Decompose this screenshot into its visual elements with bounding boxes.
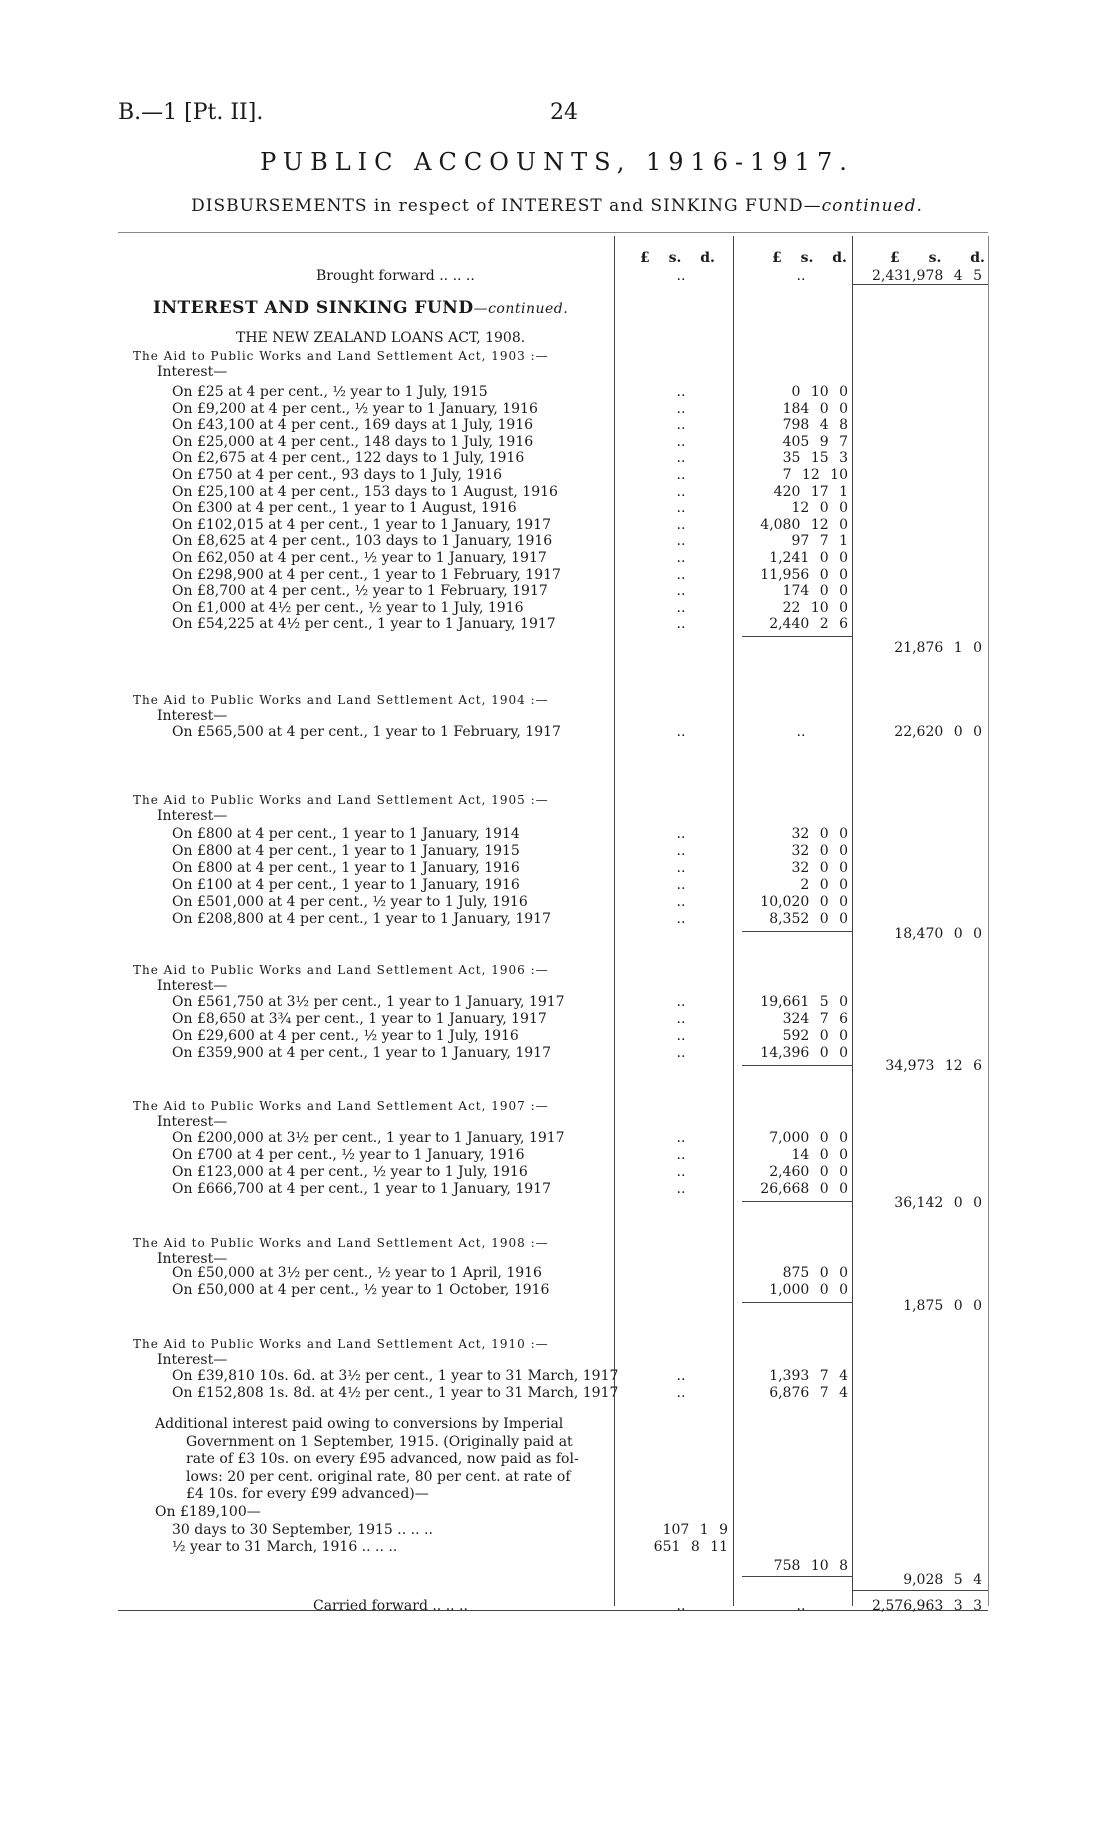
ledger-row-c2: 2 0 0 — [800, 877, 848, 893]
ledger-row-text: On £102,015 at 4 per cent., 1 year to 1 January, 1917 — [172, 517, 551, 533]
ledger-row-text: On £9,200 at 4 per cent., ½ year to 1 January, 1916 — [172, 401, 538, 417]
section-heading — [153, 300, 568, 318]
ledger-row-c2: 1,241 0 0 — [769, 550, 848, 566]
additional-row-c1: 107 1 9 — [662, 1522, 728, 1538]
ledger-row-c1: .. — [676, 1368, 686, 1384]
ledger-row-text: On £8,700 at 4 per cent., ½ year to 1 February, 1917 — [172, 583, 548, 599]
ledger-row-c1: .. — [676, 550, 686, 566]
ledger-row-c1: .. — [676, 384, 686, 400]
ledger-row-text: On £800 at 4 per cent., 1 year to 1 January, 1914 — [172, 826, 520, 842]
ledger-row-c2: 2,440 2 6 — [769, 616, 848, 632]
ledger-row-text: On £208,800 at 4 per cent., 1 year to 1 January, 1917 — [172, 911, 551, 927]
ledger-row-text: On £39,810 10s. 6d. at 3½ per cent., 1 year to 31 March, 1917 — [172, 1368, 619, 1384]
additional-note-line: Government on 1 September, 1915. (Originally paid at — [186, 1433, 573, 1450]
ledger-row-c2: 875 0 0 — [782, 1265, 848, 1281]
ledger-row-c1: .. — [676, 1385, 686, 1401]
ledger-row-text: On £666,700 at 4 per cent., 1 year to 1 January, 1917 — [172, 1181, 551, 1197]
ledger-row-c1: .. — [676, 894, 686, 910]
ledger-row-text: On £54,225 at 4½ per cent., 1 year to 1 January, 1917 — [172, 616, 556, 632]
group-title: The Aid to Public Works and Land Settlement Act, 1903 :— — [133, 349, 549, 363]
group-title: The Aid to Public Works and Land Settlement Act, 1904 :— — [133, 693, 549, 707]
ledger-row-c1: .. — [676, 1164, 686, 1180]
group-total: 36,142 0 0 — [894, 1195, 982, 1211]
group-interest-label: Interest— — [157, 364, 228, 380]
col-header-3: £ s. d. — [890, 250, 985, 266]
section-heading-text: INTEREST AND SINKING FUND — [153, 298, 474, 318]
ledger-row-c2: 1,000 0 0 — [769, 1282, 848, 1298]
ledger-row-c2: 184 0 0 — [782, 401, 848, 417]
ledger-row-c2: 174 0 0 — [782, 583, 848, 599]
additional-row-c1: 651 8 11 — [653, 1539, 728, 1555]
ledger-row-c1: .. — [676, 724, 686, 740]
ledger-row-text: On £29,600 at 4 per cent., ½ year to 1 July, 1916 — [172, 1028, 519, 1044]
group-interest-label: Interest— — [157, 1114, 228, 1130]
ledger-row-text: On £25,000 at 4 per cent., 148 days to 1 July, 1916 — [172, 434, 534, 450]
brought-forward-rule — [852, 284, 988, 285]
ledger-row-c2: 420 17 1 — [773, 484, 848, 500]
ledger-row-c1: .. — [676, 1181, 686, 1197]
ledger-row-c2: 12 0 0 — [791, 500, 848, 516]
ledger-row-c2: 14 0 0 — [791, 1147, 848, 1163]
group-title: The Aid to Public Works and Land Settlement Act, 1905 :— — [133, 793, 549, 807]
additional-row-text: ½ year to 31 March, 1916 .. .. .. — [172, 1539, 398, 1555]
col-header-2: £ s. d. — [772, 250, 847, 266]
brought-forward-c2: .. — [796, 268, 806, 284]
ledger-row-c1: .. — [676, 826, 686, 842]
additional-note-line: £4 10s. for every £99 advanced)— — [186, 1486, 429, 1502]
additional-c2-total: 758 10 8 — [773, 1558, 848, 1574]
ledger-row-c1: .. — [676, 1130, 686, 1146]
ledger-row-c1: .. — [676, 877, 686, 893]
ledger-row-text: On £298,900 at 4 per cent., 1 year to 1 February, 1917 — [172, 567, 561, 583]
carried-forward-c2: .. — [796, 1598, 806, 1614]
additional-note-line: rate of £3 10s. on every £95 advanced, now paid as fol- — [186, 1451, 579, 1467]
ledger-row-c1: .. — [676, 1147, 686, 1163]
ledger-row-c2: 22 10 0 — [782, 600, 848, 616]
ledger-row-text: On £50,000 at 3½ per cent., ½ year to 1 April, 1916 — [172, 1265, 542, 1281]
ledger-row-c2: 14,396 0 0 — [760, 1045, 848, 1061]
group-title: The Aid to Public Works and Land Settlement Act, 1907 :— — [133, 1099, 549, 1113]
ledger-row-c2: 97 7 1 — [791, 533, 848, 549]
document-reference: B.—1 [Pt. II]. — [118, 100, 264, 125]
ledger-row-text: On £800 at 4 per cent., 1 year to 1 January, 1915 — [172, 843, 520, 859]
ledger-row-text: On £62,050 at 4 per cent., ½ year to 1 January, 1917 — [172, 550, 547, 566]
ledger-row-c2: 26,668 0 0 — [760, 1181, 848, 1197]
group-title: The Aid to Public Works and Land Settlement Act, 1908 :— — [133, 1236, 549, 1250]
page-title: PUBLIC ACCOUNTS, 1916-1917. — [260, 148, 854, 176]
subtitle-main: DISBURSEMENTS in respect of INTEREST and SINKING FUND — [191, 196, 804, 216]
ledger-row-text: On £50,000 at 4 per cent., ½ year to 1 October, 1916 — [172, 1282, 550, 1298]
ledger-row-text: On £750 at 4 per cent., 93 days to 1 July, 1916 — [172, 467, 502, 483]
ledger-row-c2: 324 7 6 — [782, 1011, 848, 1027]
ledger-row-c1: .. — [676, 533, 686, 549]
page-number: 24 — [550, 100, 578, 125]
ledger-row-text: On £25 at 4 per cent., ½ year to 1 July, 1915 — [172, 384, 488, 400]
ledger-row-c2: 7 12 10 — [782, 467, 848, 483]
group-title: The Aid to Public Works and Land Settlement Act, 1906 :— — [133, 963, 549, 977]
ledger-row-c1: .. — [676, 600, 686, 616]
ledger-row-text: On £800 at 4 per cent., 1 year to 1 January, 1916 — [172, 860, 520, 876]
ledger-row-c2: 592 0 0 — [782, 1028, 848, 1044]
page-subtitle — [0, 196, 1114, 216]
ledger-row-c2: 35 15 3 — [782, 450, 848, 466]
ledger-row-c2: 32 0 0 — [791, 860, 848, 876]
col-divider-4 — [988, 236, 989, 1606]
additional-note-line: Additional interest paid owing to conversions by Imperial — [155, 1416, 564, 1432]
ledger-row-c2: 1,393 7 4 — [769, 1368, 848, 1384]
ledger-row-text: On £8,650 at 3¾ per cent., 1 year to 1 January, 1917 — [172, 1011, 547, 1027]
brought-forward-total: 2,431,978 4 5 — [872, 268, 982, 284]
ledger-row-text: On £25,100 at 4 per cent., 153 days to 1 August, 1916 — [172, 484, 558, 500]
ledger-row-c1: .. — [676, 1045, 686, 1061]
ledger-row-c2: 405 9 7 — [782, 434, 848, 450]
ledger-row-c1: .. — [676, 583, 686, 599]
ledger-row-text: On £1,000 at 4½ per cent., ½ year to 1 July, 1916 — [172, 600, 524, 616]
group-total: 34,973 12 6 — [885, 1058, 982, 1074]
ledger-row-c1: .. — [676, 500, 686, 516]
additional-c3-total: 9,028 5 4 — [903, 1572, 982, 1588]
ledger-row-c1: .. — [676, 616, 686, 632]
carried-forward-label: Carried forward .. .. .. — [313, 1598, 468, 1614]
ledger-row-c2: 798 4 8 — [782, 417, 848, 433]
ledger-row-c1: .. — [676, 450, 686, 466]
ledger-row-c2: 10,020 0 0 — [760, 894, 848, 910]
ledger-row-c1: .. — [676, 1028, 686, 1044]
ledger-row-c1: .. — [676, 567, 686, 583]
additional-row-text: 30 days to 30 September, 1915 .. .. .. — [172, 1522, 433, 1538]
group-interest-label: Interest— — [157, 708, 228, 724]
additional-note-line: On £189,100— — [155, 1503, 261, 1520]
ledger-row-text: On £2,675 at 4 per cent., 122 days to 1 July, 1916 — [172, 450, 525, 466]
group-interest-label: Interest— — [157, 1251, 228, 1267]
ledger-row-c2: 2,460 0 0 — [769, 1164, 848, 1180]
ledger-row-text: On £8,625 at 4 per cent., 103 days to 1 January, 1916 — [172, 533, 553, 549]
group-interest-label: Interest— — [157, 978, 228, 994]
group-interest-label: Interest— — [157, 1352, 228, 1368]
group-total: 22,620 0 0 — [894, 724, 982, 740]
ledger-row-text: On £565,500 at 4 per cent., 1 year to 1 February, 1917 — [172, 724, 561, 740]
ledger-row-text: On £200,000 at 3½ per cent., 1 year to 1 January, 1917 — [172, 1130, 565, 1146]
ledger-row-c2: 19,661 5 0 — [760, 994, 848, 1010]
group-total: 1,875 0 0 — [903, 1298, 982, 1314]
ledger-row-text: On £152,808 1s. 8d. at 4½ per cent., 1 year to 31 March, 1917 — [172, 1385, 619, 1401]
ledger-row-c1: .. — [676, 517, 686, 533]
carried-forward-total: 2,576,963 3 3 — [872, 1598, 982, 1614]
ledger-row-text: On £359,900 at 4 per cent., 1 year to 1 January, 1917 — [172, 1045, 551, 1061]
ledger-row-c2: 4,080 12 0 — [760, 517, 848, 533]
ledger-row-c2: .. — [796, 724, 806, 740]
group-total: 18,470 0 0 — [894, 926, 982, 942]
ledger-row-c1: .. — [676, 467, 686, 483]
ledger-row-c2: 32 0 0 — [791, 826, 848, 842]
ledger-row-text: On £43,100 at 4 per cent., 169 days at 1 July, 1916 — [172, 417, 534, 433]
group-interest-label: Interest— — [157, 808, 228, 824]
table-top-rule — [118, 232, 988, 233]
ledger-row-text: On £100 at 4 per cent., 1 year to 1 January, 1916 — [172, 877, 520, 893]
additional-note-line: lows: 20 per cent. original rate, 80 per cent. at rate of — [186, 1468, 571, 1485]
ledger-row-c1: .. — [676, 434, 686, 450]
ledger-row-c1: .. — [676, 1011, 686, 1027]
ledger-row-text: On £300 at 4 per cent., 1 year to 1 August, 1916 — [172, 500, 517, 516]
carried-forward-c1: .. — [676, 1598, 686, 1614]
ledger-row-c2: 32 0 0 — [791, 843, 848, 859]
col-header-1: £ s. d. — [640, 250, 715, 266]
ledger-row-c2: 7,000 0 0 — [769, 1130, 848, 1146]
ledger-row-c1: .. — [676, 484, 686, 500]
ledger-row-text: On £700 at 4 per cent., ½ year to 1 January, 1916 — [172, 1147, 525, 1163]
act-title: THE NEW ZEALAND LOANS ACT, 1908. — [236, 330, 526, 346]
brought-forward-label: Brought forward .. .. .. — [316, 268, 475, 284]
ledger-row-c2: 11,956 0 0 — [760, 567, 848, 583]
ledger-row-c1: .. — [676, 860, 686, 876]
ledger-row-c1: .. — [676, 401, 686, 417]
col-divider-3 — [852, 236, 853, 1606]
ledger-row-c1: .. — [676, 417, 686, 433]
ledger-row-c1: .. — [676, 843, 686, 859]
ledger-row-text: On £561,750 at 3½ per cent., 1 year to 1 January, 1917 — [172, 994, 565, 1010]
ledger-row-c2: 6,876 7 4 — [769, 1385, 848, 1401]
group-subtotal-rule — [742, 636, 852, 637]
subtitle-suffix: —continued. — [803, 196, 923, 216]
ledger-row-text: On £501,000 at 4 per cent., ½ year to 1 July, 1916 — [172, 894, 528, 910]
ledger-row-text: On £123,000 at 4 per cent., ½ year to 1 July, 1916 — [172, 1164, 528, 1180]
ledger-row-c2: 8,352 0 0 — [769, 911, 848, 927]
brought-forward-c1: .. — [676, 268, 686, 284]
group-title: The Aid to Public Works and Land Settlement Act, 1910 :— — [133, 1337, 549, 1351]
ledger-row-c2: 0 10 0 — [791, 384, 848, 400]
ledger-row-c1: .. — [676, 994, 686, 1010]
ledger-row-c1: .. — [676, 911, 686, 927]
group-total: 21,876 1 0 — [894, 640, 982, 656]
final-rule — [852, 1590, 988, 1591]
section-heading-suffix: —continued. — [473, 301, 569, 317]
